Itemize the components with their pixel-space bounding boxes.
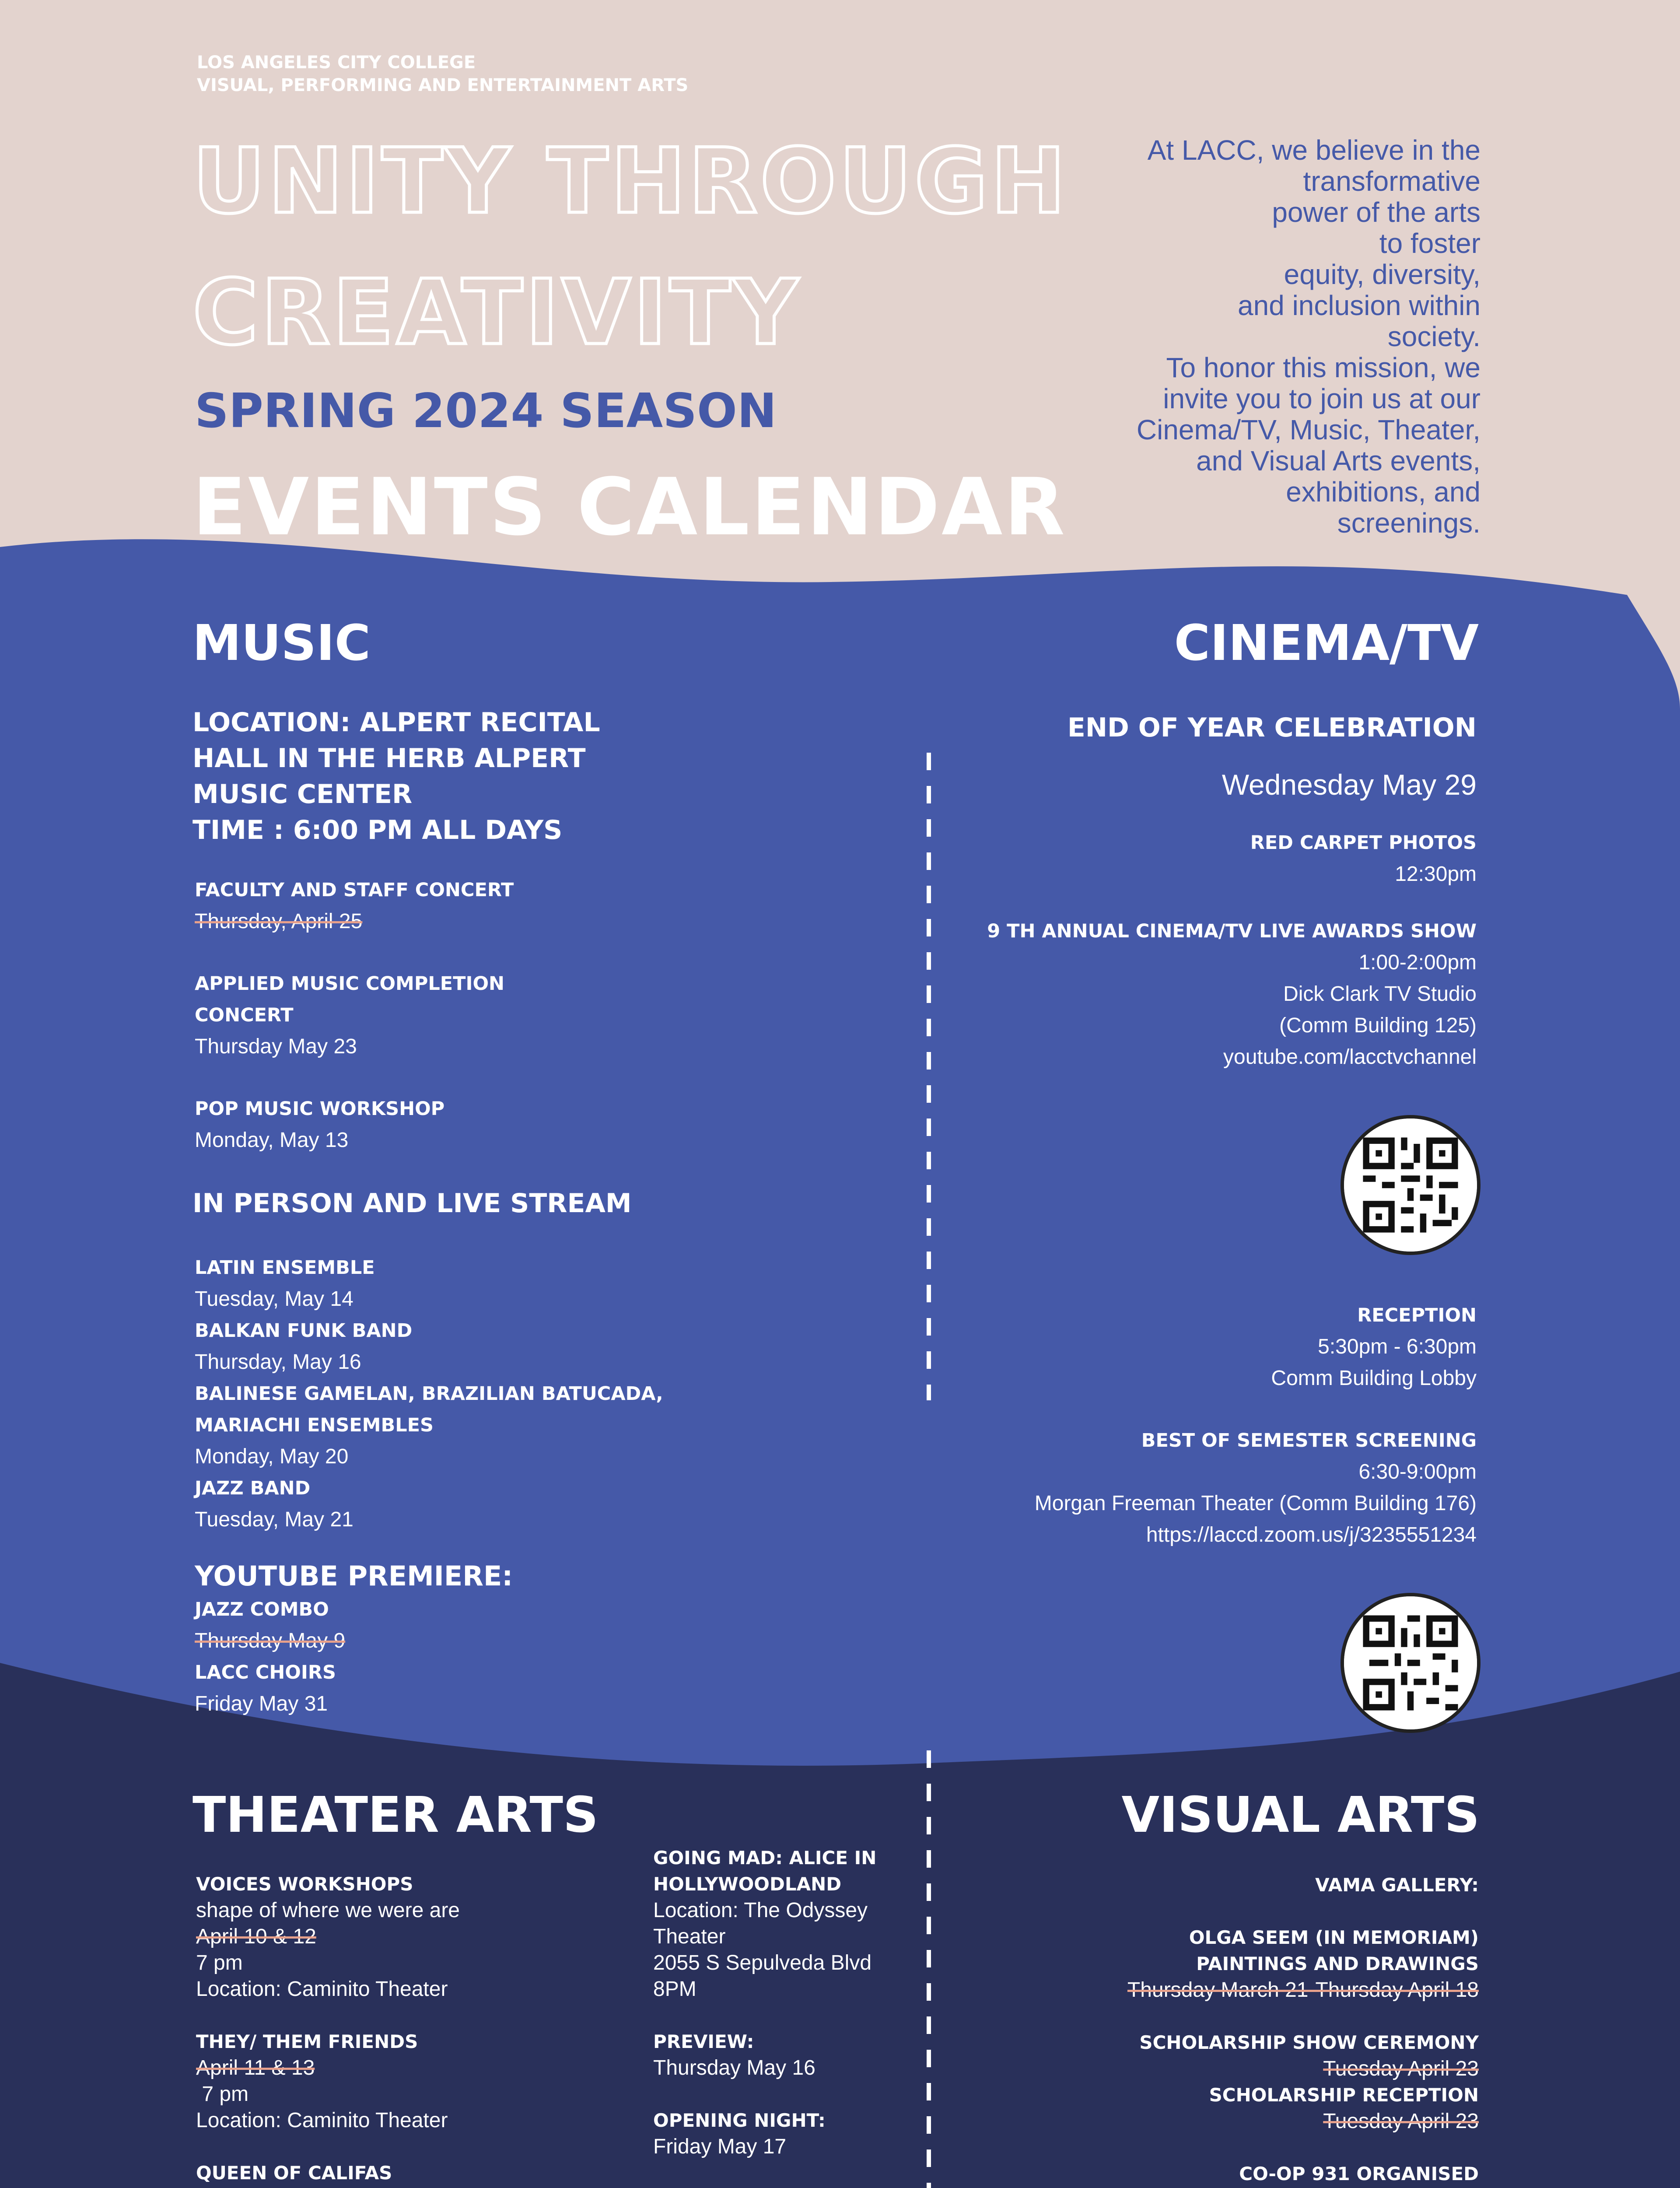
music-time-line: TIME : 6:00 PM ALL DAYS (192, 815, 563, 845)
event-name: LACC CHOIRS (195, 1662, 336, 1683)
theater-title: THEATER ARTS (192, 1787, 598, 1844)
event-date: Thursday, May 16 (195, 1350, 361, 1374)
music-location-line: MUSIC CENTER (192, 779, 413, 810)
mission-statement (1059, 135, 1480, 539)
mission-line: Cinema/TV, Music, Theater, (1136, 414, 1480, 445)
event-name: LATIN ENSEMBLE (195, 1257, 375, 1279)
event-time: 12:30pm (1395, 863, 1477, 886)
department-name: VISUAL, PERFORMING AND ENTERTAINMENT ARTS (197, 75, 689, 95)
event-name: GOING MAD: ALICE IN (653, 1847, 877, 1869)
event-location: Theater (653, 1925, 726, 1948)
mission-line: To honor this mission, we (1166, 352, 1480, 383)
mission-line: power of the arts (1272, 196, 1480, 228)
college-name: LOS ANGELES CITY COLLEGE (197, 53, 476, 73)
mission-line: invite you to join us at our (1163, 383, 1480, 414)
event-name: BALINESE GAMELAN, BRAZILIAN BATUCADA, (195, 1383, 663, 1405)
event-name: PREVIEW: (653, 2031, 754, 2052)
event-name: OPENING NIGHT: (653, 2110, 826, 2131)
event-name (653, 2186, 876, 2188)
event-name: APPLIED MUSIC COMPLETION (195, 973, 505, 995)
event-location: Location: Caminito Theater (196, 2109, 448, 2132)
inperson-title: IN PERSON AND LIVE STREAM (192, 1188, 632, 1219)
title-line-1: UNITY THROUGH (192, 130, 1068, 234)
event-place: Dick Clark TV Studio (1283, 982, 1477, 1006)
event-name: BEST OF SEMESTER SCREENING (1141, 1430, 1477, 1452)
event-date-cancelled: Tuesday April 23 (1323, 2110, 1479, 2133)
music-location-line: LOCATION: ALPERT RECITAL (192, 707, 600, 738)
music-title: MUSIC (192, 615, 371, 672)
mission-line: exhibitions, and (1286, 476, 1480, 508)
title-line-2: CREATIVITY (192, 261, 801, 365)
event-subtitle: shape of where we were are (196, 1899, 460, 1922)
event-date: Thursday May 16 (653, 2056, 816, 2079)
event-date-cancelled: Thursday May 9 (195, 1629, 346, 1652)
event-date: Monday, May 20 (195, 1445, 349, 1468)
event-name: CONCERT (195, 1004, 294, 1026)
event-name: HOLLYWOODLAND (653, 1873, 842, 1895)
event-location: Location: The Odyssey (653, 1899, 868, 1922)
mission-line: and Visual Arts events, (1196, 445, 1480, 477)
inperson-events-block (195, 1252, 663, 1536)
mission-line: society. (1387, 321, 1480, 352)
event-name: OLGA SEEM (IN MEMORIAM) (1189, 1927, 1479, 1948)
cinema-block (962, 708, 1477, 1073)
event-name: BALKAN FUNK BAND (195, 1320, 413, 1342)
event-date: Tuesday, May 14 (195, 1287, 354, 1311)
season-label: SPRING 2024 SEASON (195, 384, 777, 438)
event-time: 7 pm (196, 1951, 243, 1974)
event-name: QUEEN OF CALIFAS (196, 2162, 392, 2184)
event-date: Thursday May 23 (195, 1035, 357, 1058)
music-location-block (192, 705, 600, 848)
event-time: 7 pm (196, 2083, 249, 2106)
gallery-name: VAMA GALLERY: (1315, 1874, 1479, 1896)
event-date-cancelled: April 11 & 13 (196, 2056, 315, 2079)
qr-pattern (1344, 1596, 1477, 1729)
event-name: VOICES WORKSHOPS (196, 1873, 413, 1895)
events-calendar-title: EVENTS CALENDAR (192, 462, 1067, 553)
event-name: THEY/ THEM FRIENDS (196, 2031, 418, 2052)
event-name: FACULTY AND STAFF CONCERT (195, 879, 514, 901)
music-location-line: HALL IN THE HERB ALPERT (192, 743, 586, 774)
event-name: 9 TH ANNUAL CINEMA/TV LIVE AWARDS SHOW (987, 920, 1477, 942)
event-date-cancelled: Tuesday April 23 (1323, 2057, 1479, 2080)
cinema-block-2 (962, 1300, 1477, 1551)
event-name: CO-OP 931 ORGANISED (1239, 2163, 1479, 2184)
event-name: JAZZ BAND (195, 1477, 311, 1499)
event-name: JAZZ COMBO (195, 1599, 329, 1620)
event-time: 5:30pm - 6:30pm (1318, 1335, 1477, 1358)
cinema-event-title: END OF YEAR CELEBRATION (1067, 712, 1477, 743)
visual-block (1006, 1872, 1479, 2188)
mission-line: and inclusion within (1238, 290, 1480, 321)
event-place: (Comm Building 125) (1279, 1014, 1477, 1037)
mission-line: screenings. (1337, 507, 1480, 539)
event-date-cancelled: April 10 & 12 (196, 1925, 316, 1948)
event-time: 6:30-9:00pm (1358, 1460, 1477, 1483)
event-date (196, 2186, 460, 2188)
mission-line: equity, diversity, (1284, 259, 1480, 290)
mission-line: to foster (1379, 228, 1480, 259)
event-name: POP MUSIC WORKSHOP (195, 1098, 445, 1120)
event-name: RED CARPET PHOTOS (1250, 832, 1477, 854)
theater-block-right (653, 1845, 876, 2188)
event-time: 8PM (653, 1978, 696, 2001)
mission-line: At LACC, we believe in the (1147, 134, 1480, 166)
event-location: Location: Caminito Theater (196, 1978, 448, 2001)
event-name: PAINTINGS AND DRAWINGS (1196, 1953, 1479, 1974)
visual-title: VISUAL ARTS (1121, 1787, 1480, 1844)
qr-code-zoom[interactable] (1340, 1593, 1480, 1733)
theater-block-left (196, 1871, 460, 2188)
music-events-block (195, 874, 514, 1156)
event-place: Morgan Freeman Theater (Comm Building 176) (1034, 1492, 1477, 1515)
event-date: Friday May 17 (653, 2135, 787, 2158)
event-name: MARIACHI ENSEMBLES (195, 1414, 434, 1436)
event-name: SCHOLARSHIP RECEPTION (1209, 2084, 1479, 2106)
mission-line: transformative (1303, 165, 1480, 197)
youtube-premiere-title: YOUTUBE PREMIERE: (195, 1560, 513, 1592)
cinema-title: CINEMA/TV (1174, 615, 1479, 672)
event-date: Friday May 31 (195, 1692, 328, 1715)
youtube-link[interactable]: youtube.com/lacctvchannel (1223, 1045, 1477, 1069)
event-location: 2055 S Sepulveda Blvd (653, 1951, 872, 1974)
event-place: Comm Building Lobby (1271, 1367, 1477, 1390)
event-name: SCHOLARSHIP SHOW CEREMONY (1139, 2032, 1479, 2053)
qr-pattern (1344, 1119, 1477, 1252)
event-date: Tuesday, May 21 (195, 1508, 354, 1531)
event-date: Monday, May 13 (195, 1129, 349, 1152)
qr-code-youtube[interactable] (1340, 1115, 1480, 1255)
youtube-events-block (195, 1594, 345, 1720)
event-name: RECEPTION (1357, 1304, 1477, 1326)
event-date-cancelled: Thursday March 21-Thursday April 18 (1127, 1978, 1479, 2002)
event-date-cancelled: Thursday, April 25 (195, 910, 363, 933)
zoom-link[interactable]: https://laccd.zoom.us/j/3235551234 (1146, 1523, 1477, 1546)
cinema-event-date: Wednesday May 29 (1222, 768, 1477, 801)
event-time: 1:00-2:00pm (1358, 951, 1477, 974)
